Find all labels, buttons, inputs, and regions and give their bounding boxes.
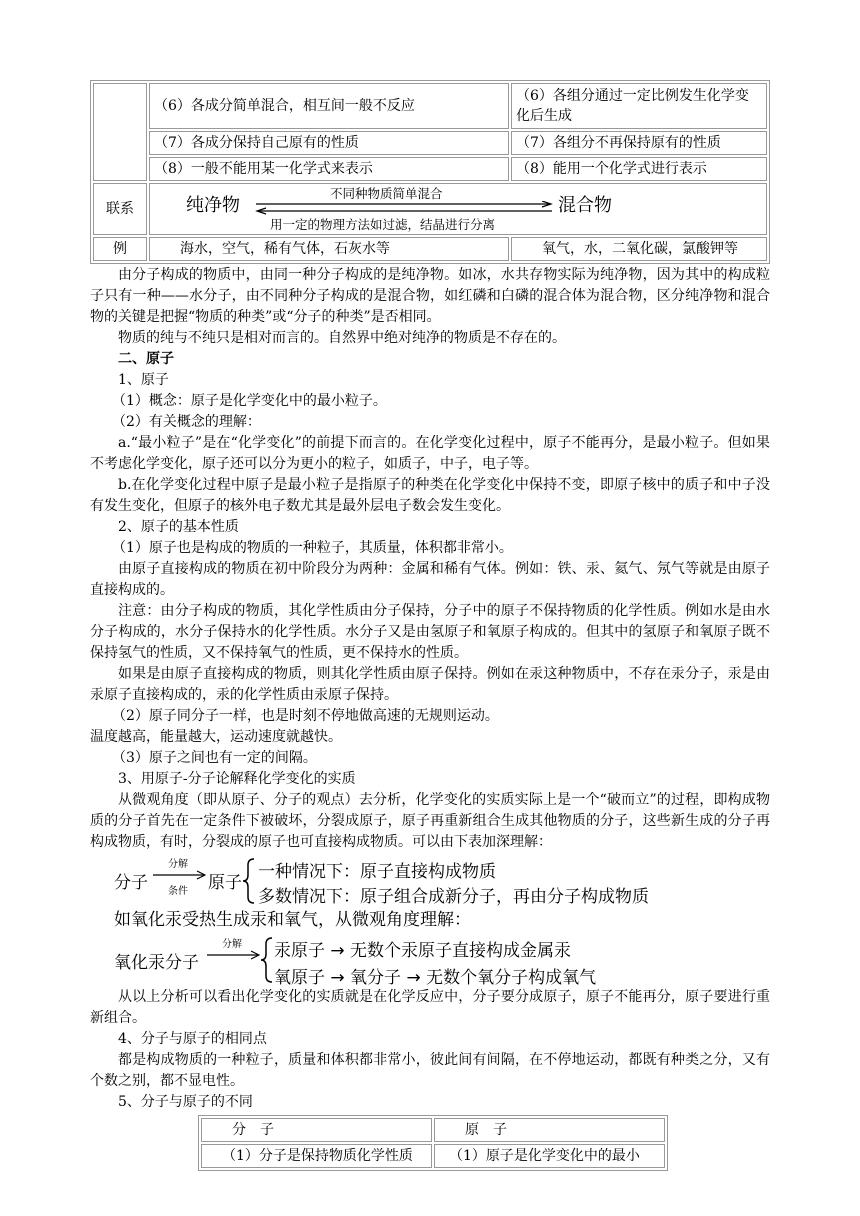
paragraph: 注意：由分子构成的物质，其化学性质由分子保持，分子中的原子不保持物质的化学性质。例如水是由水分子构成的，水分子保持水的化学性质。水分子又是由氢原子和氧原子构成的。但其中的氢原子和氧原子既不保持氢气的性质，又不保持氧气的性质，更不保持水的性质。 [90, 603, 770, 661]
mix-arrow-text: 不同种物质简单混合 [330, 186, 443, 201]
body-text [90, 265, 770, 853]
paragraph: 温度越高，能量越大，运动速度就越快。 [90, 729, 342, 745]
paragraph: （2）有关概念的理解： [112, 414, 261, 430]
paragraph: 由原子直接构成的物质在初中阶段分为两种：金属和稀有气体。例如：铁、汞、氦气、氖气等就是由原子直接构成的。 [90, 561, 770, 598]
paragraph: b.在化学变化过程中原子是最小粒子是指原子的种类在化学变化中保持不变，即原子核中的质子和中子没有发生变化，但原子的核外电子数尤其是最外层电子数会发生变化。 [90, 477, 770, 514]
molecule-atom-table [198, 1115, 668, 1171]
relation-label: 联系 [93, 183, 147, 235]
mercury-oxide-scheme [90, 933, 770, 987]
section-heading: 二、原子 [118, 351, 174, 367]
paragraph: 物质的纯与不纯只是相对而言的。自然界中绝对纯净的物质是不存在的。 [118, 330, 566, 346]
table-empty-label-cell [93, 83, 147, 181]
comparison-table [90, 80, 770, 264]
body-text-2 [90, 987, 770, 1113]
bidirectional-arrow-icon [254, 201, 554, 215]
paragraph: （1）概念：原子是化学变化中的最小粒子。 [112, 393, 387, 409]
paragraph: 从以上分析可以看出化学变化的实质就是在化学反应中，分子要分成原子，原子不能再分，原子要进行重新组合。 [90, 989, 770, 1026]
table-header-atom: 原 子 [434, 1118, 665, 1142]
pure-substance-label: 纯净物 [186, 195, 240, 216]
left-brace-icon [242, 857, 256, 905]
table-cell-atom: （1）原子是化学变化中的最小 [434, 1144, 665, 1168]
scheme-arrow-bottom: 条件 [168, 886, 188, 897]
left-brace-icon [260, 936, 274, 984]
right-arrow-icon [206, 950, 260, 960]
scheme2-branch-1: 汞原子 → 无数个汞原子直接构成金属汞 [274, 941, 572, 961]
paragraph: （3）原子之间也有一定的间隔。 [112, 750, 317, 766]
scheme-branch-2: 多数情况下：原子组合成新分子，再由分子构成物质 [258, 887, 649, 907]
table-cell-right: （6）各组分通过一定比例发生化学变化后生成 [511, 83, 767, 129]
table-cell-right: （8）能用一个化学式进行表示 [511, 157, 767, 181]
table-cell-molecule: （1）分子是保持物质化学性质 [201, 1144, 432, 1168]
relation-diagram-cell [149, 183, 767, 235]
relation-diagram [150, 184, 766, 234]
paragraph: （1）原子也是构成的物质的一种粒子，其质量，体积都非常小。 [112, 540, 513, 556]
table-cell-left: （7）各成分保持自己原有的性质 [149, 131, 509, 155]
subsection-heading: 2、原子的基本性质 [118, 519, 239, 535]
paragraph: （2）原子同分子一样，也是时刻不停地做高速的无规则运动。 [112, 708, 499, 724]
decomposition-scheme [90, 855, 770, 907]
subsection-heading: 1、原子 [118, 372, 169, 388]
scheme2-molecule: 氧化汞分子 [114, 953, 199, 973]
table-cell-right: （7）各组分不再保持原有的性质 [511, 131, 767, 155]
example-pure-cell: 海水，空气，稀有气体，石灰水等 [149, 237, 509, 261]
scheme-atom: 原子 [208, 873, 242, 893]
scheme2-arrow-top: 分解 [222, 939, 242, 950]
table-header-molecule: 分 子 [201, 1118, 432, 1142]
paragraph: 由分子构成的物质中，由同一种分子构成的是纯净物。如冰，水共存物实际为纯净物，因为其中的构成粒子只有一种——水分子，由不同种分子构成的是混合物，如红磷和白磷的混合体为混合物，区分纯净物和混合物的关键是把握“物质的种类”或“分子的种类”是否相同。 [90, 267, 770, 325]
paragraph: a.“最小粒子”是在“化学变化”的前提下而言的。在化学变化过程中，原子不能再分，是最小粒子。但如果不考虑化学变化，原子还可以分为更小的粒子，如质子，中子，电子等。 [90, 435, 770, 472]
table-cell-left: （8）一般不能用某一化学式来表示 [149, 157, 509, 181]
paragraph: 从微观角度（即从原子、分子的观点）去分析，化学变化的实质实际上是一个“破而立”的过程，即构成物质的分子首先在一定条件下被破坏，分裂成原子，原子再重新组合生成其他物质的分子，这些新生成的分子再构成物质，有时，分裂成的原子也可直接构成物质。可以由下表加深理解： [90, 792, 770, 850]
table-cell-left: （6）各成分简单混合，相互间一般不反应 [149, 83, 509, 129]
scheme-arrow-top: 分解 [168, 859, 188, 870]
scheme-branch-1: 一种情况下：原子直接构成物质 [258, 862, 496, 882]
separate-arrow-text: 用一定的物理方法如过滤，结晶进行分离 [270, 217, 496, 232]
mixture-label: 混合物 [558, 195, 612, 216]
scheme-molecule: 分子 [114, 873, 148, 893]
paragraph: 如果是由原子直接构成的物质，则其化学性质由原子保持。例如在汞这种物质中，不存在汞分子，汞是由汞原子直接构成的，汞的化学性质由汞原子保持。 [90, 666, 770, 703]
document-page [90, 80, 770, 1171]
subsection-heading: 3、用原子-分子论解释化学变化的实质 [118, 771, 356, 787]
example-mixture-cell: 氧气，水，二氧化碳，氯酸钾等 [511, 237, 767, 261]
right-arrow-icon [152, 870, 206, 880]
example-label: 例 [93, 237, 147, 261]
paragraph: 都是构成物质的一种粒子，质量和体积都非常小，彼此间有间隔，在不停地运动，都既有种类之分，又有个数之别，都不显电性。 [90, 1052, 770, 1089]
subsection-heading: 4、分子与原子的相同点 [118, 1031, 267, 1047]
subsection-heading: 5、分子与原子的不同 [118, 1094, 253, 1110]
scheme-caption: 如氧化汞受热生成汞和氧气，从微观角度理解： [114, 910, 471, 930]
scheme2-branch-2: 氧原子 → 氧分子 → 无数个氧分子构成氧气 [274, 968, 597, 988]
